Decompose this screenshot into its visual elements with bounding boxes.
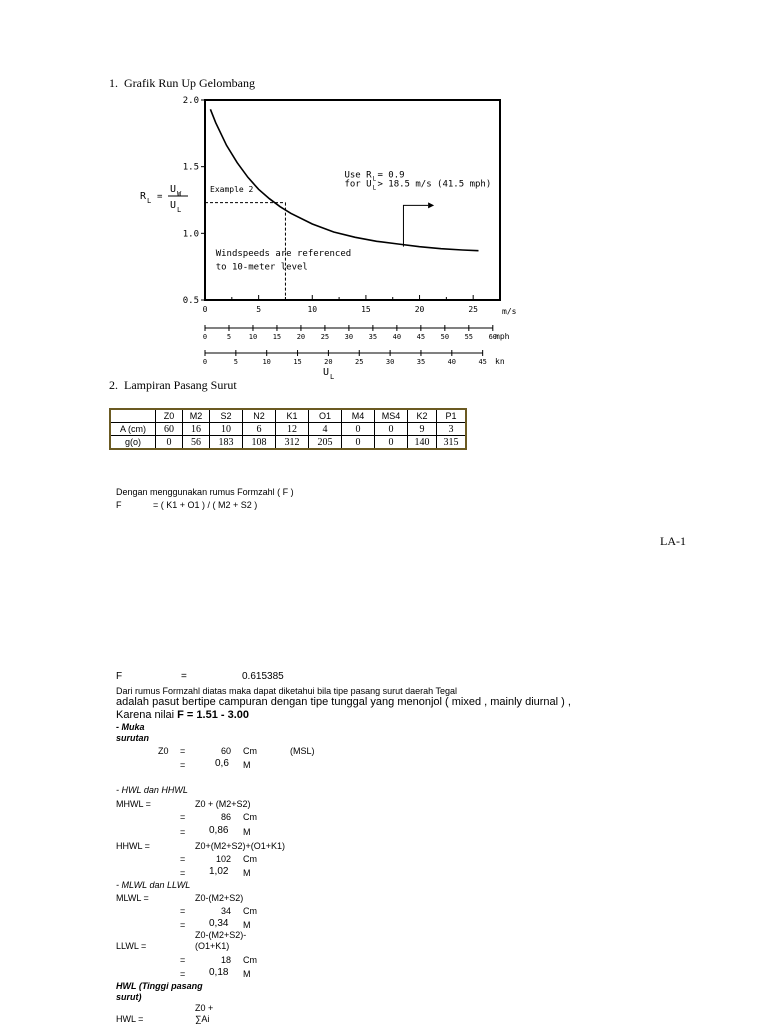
table-cell: 0: [375, 423, 408, 436]
mlwl-unit-m: M: [243, 920, 251, 930]
mhwl-formula: Z0 + (M2+S2): [195, 799, 251, 809]
x-tick-label: 25: [468, 305, 479, 314]
use-annotation-2b: > 18.5 m/s (41.5 mph): [377, 179, 492, 190]
table-cell: 108: [243, 436, 276, 450]
hhwl-label: HHWL =: [116, 841, 150, 851]
result-line-3: [116, 709, 249, 721]
msl-value-cm: 60: [221, 746, 232, 756]
table-header-row: [110, 409, 466, 423]
section-title: Lampiran Pasang Surut: [124, 378, 237, 392]
use-annotation-1b: = 0.9: [377, 170, 405, 181]
kn-tick-label: 15: [293, 358, 302, 366]
msl-z0-label: Z0: [158, 746, 169, 756]
hhwl-unit-m: M: [243, 868, 251, 878]
table-header-cell: MS4: [375, 409, 408, 423]
hhwl-unit-cm: Cm: [243, 854, 257, 864]
example-label: Example 2: [210, 185, 254, 194]
llwl-eq: =: [180, 969, 186, 979]
mhwl-eq: =: [180, 827, 186, 837]
section-number: 2.: [109, 378, 118, 392]
kn-tick-label: 10: [262, 358, 271, 366]
table-row-label: A (cm): [110, 423, 156, 436]
table-cell: 60: [156, 423, 183, 436]
x-tick-label: 10: [307, 305, 318, 314]
mph-tick-label: 5: [226, 333, 232, 341]
table-header-cell: S2: [210, 409, 243, 423]
table-header-cell: P1: [437, 409, 467, 423]
msl-unit-m: M: [243, 760, 251, 770]
table-cell: 12: [276, 423, 309, 436]
llwl-formula-1: Z0-(M2+S2)-: [195, 930, 247, 940]
formzahl-f-label: F: [116, 500, 122, 510]
table-row: [110, 423, 466, 436]
table-cell: 205: [309, 436, 342, 450]
section-2-heading: [109, 378, 237, 393]
mph-tick-label: 45: [416, 333, 426, 341]
section-1-heading: [109, 76, 255, 91]
llwl-label: LLWL =: [116, 941, 147, 951]
y-axis-label-num-sub: W: [177, 190, 182, 198]
tide-constituent-table: [109, 408, 467, 450]
y-axis-label-eq: =: [157, 192, 163, 202]
llwl-m: 0,18: [209, 967, 229, 978]
windspeed-note-1: Windspeeds are referenced: [215, 249, 352, 259]
x-tick-label: 15: [361, 305, 371, 314]
mph-tick-label: 40: [392, 333, 402, 341]
tinggi-heading-2: surut): [116, 992, 142, 1002]
table-header-cell: K2: [408, 409, 437, 423]
mph-tick-label: 35: [368, 333, 378, 341]
kn-tick-label: 35: [416, 358, 426, 366]
table-cell: 6: [243, 423, 276, 436]
msl-heading-2: surutan: [116, 733, 150, 743]
mhwl-eq: =: [180, 812, 186, 822]
page-label: LA-1: [660, 534, 686, 548]
result-line-3-text: Karena nilai: [116, 709, 178, 721]
table-header-cell: O1: [309, 409, 342, 423]
result-f-value: 0.615385: [242, 671, 284, 682]
y-axis-label-den: U: [170, 200, 177, 211]
lwl-heading: - MLWL dan LLWL: [116, 880, 191, 890]
table-cell: 312: [276, 436, 309, 450]
table-cell: 140: [408, 436, 437, 450]
mph-tick-label: 50: [440, 333, 450, 341]
mph-tick-label: 25: [320, 333, 330, 341]
llwl-unit-cm: Cm: [243, 955, 257, 965]
x-axis-label-sub: L: [330, 373, 335, 380]
table-header-cell: M4: [342, 409, 375, 423]
msl-unit-cm: Cm: [243, 746, 257, 756]
mlwl-eq: =: [180, 920, 186, 930]
mlwl-cm: 34: [221, 906, 232, 916]
y-axis-label-den-sub: L: [177, 206, 182, 214]
result-line-2: adalah pasut bertipe campuran dengan tipe tunggal yang menonjol ( mixed , mainly diurnal ) ,: [116, 696, 571, 708]
llwl-cm: 18: [221, 955, 232, 965]
threshold-arrow-head: [428, 202, 434, 208]
table-cell: 9: [408, 423, 437, 436]
x-tick-label: 20: [414, 305, 425, 314]
table-cell: 0: [156, 436, 183, 450]
llwl-formula-2: (O1+K1): [195, 941, 230, 951]
hwl-heading: - HWL dan HHWL: [116, 785, 188, 795]
msl-eq: =: [180, 760, 186, 770]
mhwl-unit-m: M: [243, 827, 251, 837]
table-cell: 0: [375, 436, 408, 450]
y-tick-label: 2.0: [182, 96, 199, 106]
run-up-chart: [120, 90, 520, 380]
mph-tick-label: 20: [296, 333, 306, 341]
kn-tick-label: 0: [202, 358, 208, 366]
formzahl-intro: Dengan menggunakan rumus Formzahl ( F ): [116, 487, 294, 497]
kn-tick-label: 25: [355, 358, 364, 366]
y-axis-label: R: [140, 191, 147, 202]
mph-tick-label: 60: [488, 333, 498, 341]
table-header-cell: [110, 409, 156, 423]
x-unit-label: m/s: [502, 307, 517, 316]
result-eq: =: [181, 671, 187, 682]
kn-tick-label: 5: [233, 358, 238, 366]
table-cell: 56: [183, 436, 210, 450]
table-cell: 16: [183, 423, 210, 436]
msl-eq: =: [180, 746, 186, 756]
hhwl-eq: =: [180, 868, 186, 878]
mph-tick-label: 10: [248, 333, 258, 341]
mlwl-unit-cm: Cm: [243, 906, 257, 916]
table-row-label: g(o): [110, 436, 156, 450]
mph-tick-label: 30: [344, 333, 354, 341]
mhwl-m: 0,86: [209, 825, 229, 836]
table-header-cell: N2: [243, 409, 276, 423]
x-axis-label: U: [323, 367, 330, 378]
kn-tick-label: 30: [385, 358, 395, 366]
use-annotation-2: for U: [344, 179, 372, 190]
mph-tick-label: 55: [464, 333, 474, 341]
table-cell: 183: [210, 436, 243, 450]
result-f-range: F = 1.51 - 3.00: [177, 709, 250, 721]
hhwl-formula: Z0+(M2+S2)+(O1+K1): [195, 841, 286, 851]
use-annotation-1-sub: L: [372, 175, 377, 183]
mhwl-label: MHWL =: [116, 799, 151, 809]
windspeed-note-2: to 10-meter level: [215, 262, 308, 273]
llwl-unit-m: M: [243, 969, 251, 979]
y-tick-label: 0.5: [182, 296, 199, 306]
threshold-arrow-line: [403, 205, 428, 246]
hhwl-m: 1,02: [209, 866, 229, 877]
table-header-cell: M2: [183, 409, 210, 423]
y-tick-label: 1.5: [182, 162, 199, 173]
table-cell: 4: [309, 423, 342, 436]
tinggi-hwl-label: HWL =: [116, 1014, 144, 1024]
result-f-label: F: [116, 671, 123, 682]
table-cell: 0: [342, 423, 375, 436]
hhwl-cm: 102: [216, 854, 232, 864]
kn-unit-label: kn: [495, 357, 505, 366]
table-cell: 10: [210, 423, 243, 436]
tinggi-formula-2: ∑Ai: [195, 1014, 210, 1024]
mph-tick-label: 15: [272, 333, 282, 341]
kn-tick-label: 20: [324, 358, 333, 366]
table-row: [110, 436, 466, 450]
table-header-cell: Z0: [156, 409, 183, 423]
chart-group: [140, 96, 517, 380]
msl-note: (MSL): [290, 746, 315, 756]
mph-tick-label: 0: [202, 333, 208, 341]
hhwl-eq: =: [180, 854, 186, 864]
table-header-cell: K1: [276, 409, 309, 423]
y-axis-label-num: U: [170, 184, 177, 195]
section-number: 1.: [109, 76, 118, 90]
table-cell: 0: [342, 436, 375, 450]
mlwl-label: MLWL =: [116, 893, 149, 903]
x-tick-label: 0: [202, 305, 208, 314]
formzahl-formula: = ( K1 + O1 ) / ( M2 + S2 ): [153, 500, 258, 510]
llwl-eq: =: [180, 955, 186, 965]
y-tick-label: 1.0: [182, 229, 199, 240]
use-annotation-2-sub: L: [372, 184, 377, 192]
mlwl-formula: Z0-(M2+S2): [195, 893, 244, 903]
x-tick-label: 5: [256, 305, 262, 314]
kn-tick-label: 45: [478, 358, 487, 366]
y-axis-label-sub: L: [147, 197, 152, 205]
section-title: Grafik Run Up Gelombang: [124, 76, 255, 90]
kn-tick-label: 40: [447, 358, 457, 366]
tinggi-heading-1: HWL (Tinggi pasang: [116, 981, 203, 991]
msl-value-m: 0,6: [215, 758, 229, 769]
msl-heading-1: - Muka: [116, 722, 145, 732]
use-annotation-1: Use R: [344, 170, 372, 181]
mhwl-cm: 86: [221, 812, 232, 822]
mlwl-m: 0,34: [209, 918, 229, 929]
table-cell: 3: [437, 423, 467, 436]
mlwl-eq: =: [180, 906, 186, 916]
mhwl-unit-cm: Cm: [243, 812, 257, 822]
result-line-1: Dari rumus Formzahl diatas maka dapat diketahui bila tipe pasang surut daerah Tegal: [116, 686, 458, 696]
tinggi-formula-1: Z0 +: [195, 1003, 214, 1013]
mph-unit-label: mph: [495, 332, 510, 341]
table-cell: 315: [437, 436, 467, 450]
